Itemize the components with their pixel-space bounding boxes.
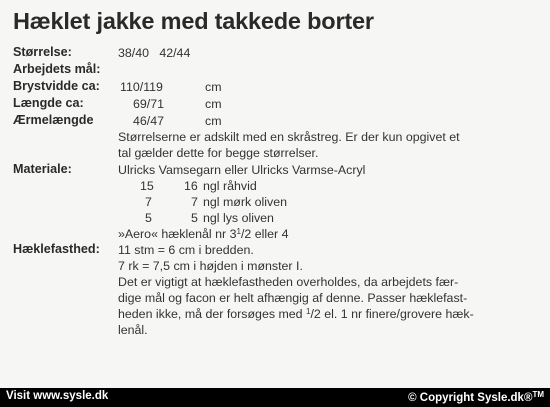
qty-a-2: 7 <box>145 195 152 209</box>
hook-superscript: 1 <box>236 227 241 236</box>
qty-b-1: 16 <box>184 179 198 193</box>
gauge-line-5-text: heden ikke, må der forsøges med <box>118 307 307 321</box>
qty-a-1: 15 <box>140 179 154 193</box>
gauge-line-1: 11 stm = 6 cm i bredden. <box>118 243 254 257</box>
bust-unit: cm <box>205 80 222 94</box>
size-note-line-1: Størrelserne er adskilt med en skråstreg. Er der kun opgivet et <box>118 130 460 144</box>
visit-link[interactable]: Visit www.sysle.dk <box>6 390 109 402</box>
sleeve-unit: cm <box>205 114 222 128</box>
hook-text-end: /2 eller 4 <box>240 227 289 241</box>
finished-label: Arbejdets mål: <box>13 62 101 76</box>
length-label: Længde ca: <box>13 96 84 110</box>
gauge-line-2: 7 rk = 7,5 cm i højden i mønster I. <box>118 259 303 273</box>
sleeve-label: Ærmelængde <box>13 113 94 127</box>
bust-label: Brystvidde ca: <box>13 79 100 93</box>
color-1: ngl råhvid <box>203 179 257 193</box>
length-value: 69/71 <box>133 97 165 111</box>
copyright-notice <box>408 390 544 404</box>
gauge-line-5 <box>118 307 474 321</box>
qty-b-3: 5 <box>191 211 198 225</box>
qty-b-2: 7 <box>191 195 198 209</box>
sleeve-value: 46/47 <box>133 114 165 128</box>
hook-line <box>118 227 288 241</box>
gauge-line-6: lenål. <box>118 323 148 337</box>
bust-value: 110/119 <box>120 80 163 94</box>
size-values: 38/40 42/44 <box>118 46 191 60</box>
yarn-name: Ulricks Vamsegarn eller Ulricks Varmse-Acryl <box>118 163 366 177</box>
copyright-text: © Copyright Sysle.dk® <box>408 392 533 404</box>
size-label: Størrelse: <box>13 45 72 59</box>
size-note-line-2: tal gælder dette for begge størrelser. <box>118 146 319 160</box>
gauge-line-4: dige mål og facon er helt afhængig af denne. Passer hæklefast- <box>118 291 468 305</box>
color-2: ngl mørk oliven <box>203 195 288 209</box>
trademark-mark: TM <box>532 390 544 399</box>
hook-text: »Aero« hæklenål nr 3 <box>118 227 237 241</box>
gauge-line-3: Det er vigtigt at hæklefastheden overholdes, da arbejdets fær- <box>118 275 459 289</box>
gauge-label: Hæklefasthed: <box>13 242 100 256</box>
material-label: Materiale: <box>13 162 72 176</box>
length-unit: cm <box>205 97 222 111</box>
footer-bar <box>0 388 550 407</box>
gauge-superscript: 1 <box>306 307 311 316</box>
page-title: Hæklet jakke med takkede borter <box>13 8 374 34</box>
qty-a-3: 5 <box>145 211 152 225</box>
color-3: ngl lys oliven <box>203 211 274 225</box>
gauge-line-5-end: /2 el. 1 nr finere/grovere hæk- <box>310 307 474 321</box>
